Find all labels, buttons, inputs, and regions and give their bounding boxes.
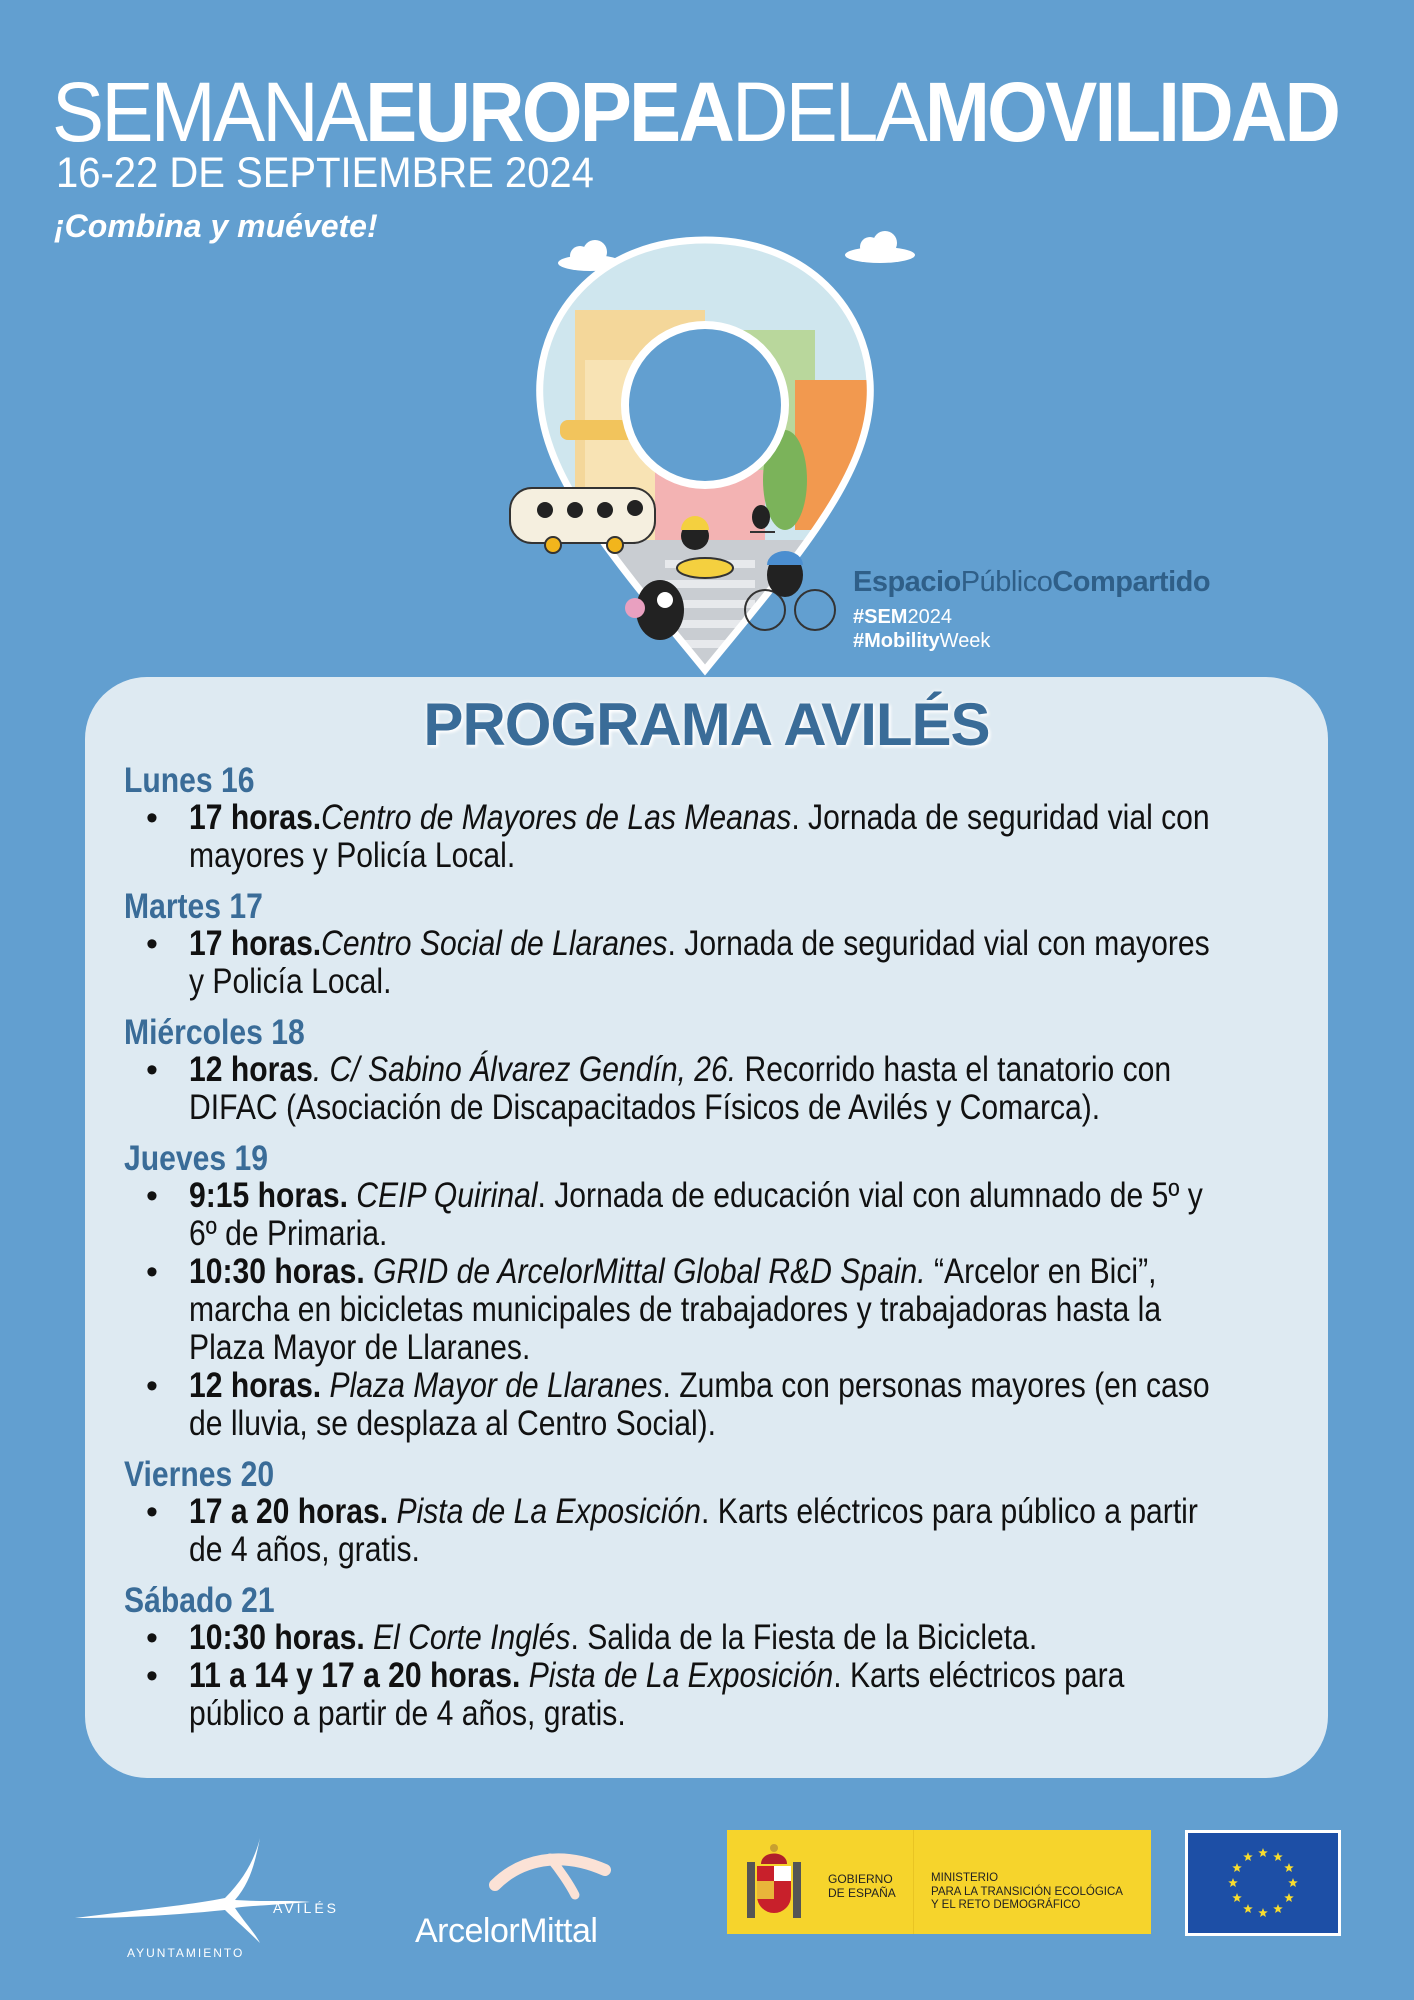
eu-flag-logo bbox=[1185, 1830, 1341, 1936]
eu-star-icon bbox=[1232, 1893, 1242, 1902]
event-item bbox=[124, 1493, 1304, 1569]
event-item bbox=[124, 1051, 1304, 1127]
eu-star-icon bbox=[1273, 1904, 1283, 1913]
event-item bbox=[124, 1619, 1304, 1657]
event-list bbox=[124, 1493, 1304, 1569]
day-heading: Martes 17 bbox=[124, 887, 263, 926]
event-text bbox=[189, 799, 1221, 875]
ministerio-line: Y EL RETO DEMOGRÁFICO bbox=[931, 1899, 1081, 1911]
event-description: . Jornada de seguridad vial con mayores y Policía Local. bbox=[189, 924, 1210, 1001]
tagline-part: Compartido bbox=[1052, 566, 1211, 598]
event-time: 11 a 14 y 17 a 20 horas. bbox=[189, 1656, 521, 1695]
event-place: Pista de La Exposición bbox=[388, 1492, 702, 1531]
bus-icon bbox=[510, 488, 655, 553]
eu-stars-icon bbox=[1188, 1833, 1338, 1933]
event-description: Recorrido hasta el tanatorio con DIFAC (Asociación de Discapacitados Físicos de Avilés y Comarca). bbox=[189, 1050, 1172, 1127]
day-section bbox=[124, 1583, 1304, 1733]
day-heading: Lunes 16 bbox=[124, 761, 255, 800]
eu-star-icon bbox=[1258, 1908, 1268, 1917]
event-place: Centro de Mayores de Las Meanas bbox=[321, 798, 792, 837]
program-panel bbox=[85, 677, 1328, 1778]
aviles-mark-icon bbox=[75, 1838, 335, 1948]
campaign-dates: 16-22 DE SEPTIEMBRE 2024 bbox=[56, 149, 594, 197]
event-text bbox=[189, 1051, 1221, 1127]
pin-hole bbox=[625, 325, 785, 485]
eu-star-icon bbox=[1243, 1852, 1253, 1861]
event-item bbox=[124, 1253, 1304, 1367]
tagline-part: Espacio bbox=[853, 566, 961, 598]
event-list bbox=[124, 1177, 1304, 1443]
event-text bbox=[189, 1493, 1221, 1569]
program-schedule bbox=[124, 763, 1304, 1747]
day-heading: Miércoles 18 bbox=[124, 1013, 305, 1052]
tagline-part: Público bbox=[960, 566, 1053, 598]
event-list bbox=[124, 1051, 1304, 1127]
event-list bbox=[124, 1619, 1304, 1733]
campaign-tagline bbox=[853, 568, 1210, 651]
event-time: 10:30 horas. bbox=[189, 1252, 365, 1291]
event-description: . Karts eléctricos para público a partir de 4 años, gratis. bbox=[189, 1492, 1198, 1569]
event-description: . Salida de la Fiesta de la Bicicleta. bbox=[570, 1618, 1038, 1657]
campaign-slogan: ¡Combina y muévete! bbox=[54, 208, 378, 244]
day-section bbox=[124, 1141, 1304, 1443]
campaign-title bbox=[52, 65, 1339, 159]
event-item bbox=[124, 1177, 1304, 1253]
hashtag-part: Week bbox=[939, 630, 991, 652]
eu-star-icon bbox=[1284, 1863, 1294, 1872]
event-description: . Karts eléctricos para público a partir de 4 años, gratis. bbox=[189, 1656, 1125, 1733]
event-item bbox=[124, 799, 1304, 875]
event-time: 17 a 20 horas. bbox=[189, 1492, 389, 1531]
title-part-dela: DELA bbox=[731, 65, 925, 159]
eu-star-icon bbox=[1284, 1893, 1294, 1902]
ministerio-line: PARA LA TRANSICIÓN ECOLÓGICA bbox=[931, 1885, 1123, 1898]
event-description: . Zumba con personas mayores (en caso de lluvia, se desplaza al Centro Social). bbox=[189, 1366, 1210, 1443]
eu-star-icon bbox=[1258, 1848, 1268, 1857]
day-section bbox=[124, 889, 1304, 1001]
event-text bbox=[189, 1367, 1221, 1443]
spain-coat-of-arms-icon bbox=[743, 1840, 805, 1924]
program-title: PROGRAMA AVILÉS bbox=[423, 691, 990, 758]
cloud-icon bbox=[845, 231, 915, 263]
walking-character-icon bbox=[625, 580, 684, 640]
sponsor-logos bbox=[0, 1820, 1414, 1960]
event-place: Centro Social de Llaranes bbox=[321, 924, 668, 963]
title-part-movilidad: MOVILIDAD bbox=[924, 65, 1339, 159]
eu-flag bbox=[1188, 1833, 1338, 1933]
event-item bbox=[124, 1657, 1304, 1733]
event-list bbox=[124, 925, 1304, 1001]
event-item bbox=[124, 1367, 1304, 1443]
eu-star-icon bbox=[1232, 1863, 1242, 1872]
arcelormittal-logo bbox=[410, 1840, 640, 1950]
event-time: 12 horas bbox=[189, 1050, 313, 1089]
eu-star-icon bbox=[1288, 1878, 1298, 1887]
day-heading: Viernes 20 bbox=[124, 1455, 275, 1494]
title-part-semana: SEMANA bbox=[52, 65, 366, 159]
event-time: 17 horas. bbox=[189, 798, 322, 837]
arcelormittal-swoosh-icon bbox=[410, 1840, 640, 1910]
gobierno-label bbox=[828, 1872, 896, 1900]
gobierno-line: DE ESPAÑA bbox=[828, 1886, 896, 1900]
event-text bbox=[189, 1619, 1221, 1657]
event-list bbox=[124, 799, 1304, 875]
ministerio-line: MINISTERIO bbox=[931, 1872, 999, 1884]
eu-star-icon bbox=[1228, 1878, 1238, 1887]
ayuntamiento-label: AYUNTAMIENTO bbox=[127, 1946, 245, 1960]
day-section bbox=[124, 1457, 1304, 1569]
event-place: . C/ Sabino Álvarez Gendín, 26. bbox=[312, 1050, 737, 1089]
hashtag-part: 2024 bbox=[907, 606, 952, 628]
event-place: Plaza Mayor de Llaranes bbox=[321, 1366, 663, 1405]
tagline-espacio-publico-compartido bbox=[853, 568, 1210, 597]
day-heading: Sábado 21 bbox=[124, 1581, 275, 1620]
event-place: Pista de La Exposición bbox=[520, 1656, 834, 1695]
ministerio-label bbox=[931, 1872, 1123, 1913]
aviles-label: AVILÉS bbox=[273, 1900, 339, 1916]
event-time: 10:30 horas. bbox=[189, 1618, 365, 1657]
event-place: GRID de ArcelorMittal Global R&D Spain. bbox=[364, 1252, 926, 1291]
arcelormittal-label: ArcelorMittal bbox=[415, 1912, 598, 1950]
divider bbox=[913, 1830, 914, 1934]
event-time: 9:15 horas. bbox=[189, 1176, 348, 1215]
hashtag-part: #SEM bbox=[853, 606, 908, 628]
location-pin-illustration bbox=[495, 230, 915, 680]
eu-star-icon bbox=[1273, 1852, 1283, 1861]
event-text bbox=[189, 1177, 1221, 1253]
ayuntamiento-aviles-logo bbox=[75, 1838, 339, 1960]
event-item bbox=[124, 925, 1304, 1001]
hashtag-sem2024 bbox=[853, 607, 1210, 627]
day-heading: Jueves 19 bbox=[124, 1139, 268, 1178]
event-description: . Jornada de seguridad vial con mayores y Policía Local. bbox=[189, 798, 1210, 875]
gobierno-line: GOBIERNO bbox=[828, 1872, 893, 1886]
event-text bbox=[189, 1657, 1221, 1733]
title-part-europea: EUROPEA bbox=[365, 65, 732, 159]
event-time: 17 horas. bbox=[189, 924, 322, 963]
event-text bbox=[189, 1253, 1221, 1367]
event-description: “Arcelor en Bici”, marcha en bicicletas municipales de trabajadores y trabajadoras hasta la Plaza Mayor de Llaranes. bbox=[189, 1252, 1162, 1367]
day-section bbox=[124, 1015, 1304, 1127]
hashtag-part: #Mobility bbox=[853, 630, 940, 652]
event-description: . Jornada de educación vial con alumnado de 5º y 6º de Primaria. bbox=[189, 1176, 1203, 1253]
gobierno-espana-logo bbox=[727, 1830, 1151, 1934]
hashtag-mobilityweek bbox=[853, 631, 1210, 651]
event-place: CEIP Quirinal bbox=[347, 1176, 538, 1215]
event-time: 12 horas. bbox=[189, 1366, 322, 1405]
event-place: El Corte Inglés bbox=[364, 1618, 571, 1657]
day-section bbox=[124, 763, 1304, 875]
eu-star-icon bbox=[1243, 1904, 1253, 1913]
event-text bbox=[189, 925, 1221, 1001]
